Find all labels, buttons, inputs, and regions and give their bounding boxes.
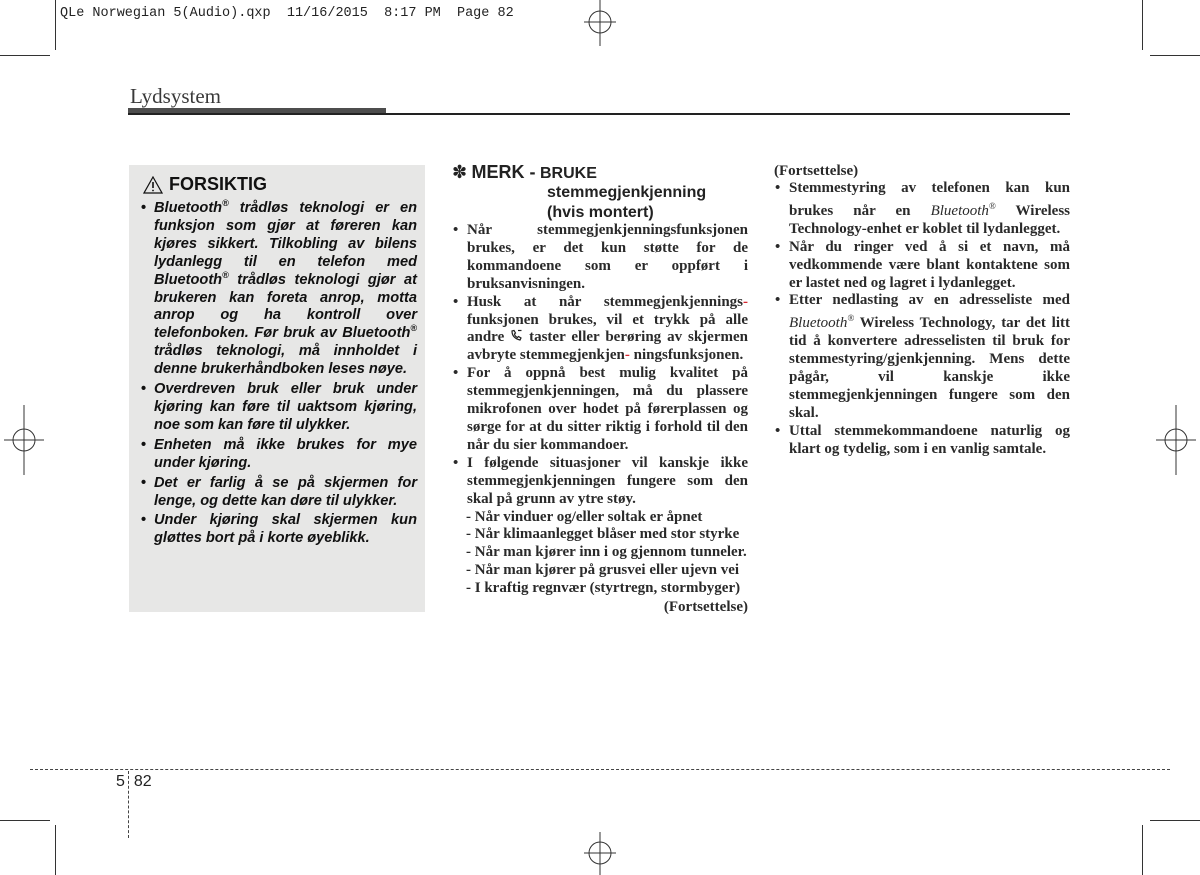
caution-item: • Enheten må ikke brukes for mye under kjøring. bbox=[139, 437, 417, 473]
continued-item: • Stemmestyring av telefonen kan kun brukes når en Bluetooth® Wireless Technology-enhet er koblet til lydanlegget. bbox=[774, 180, 1070, 239]
condition-item: - Når man kjører på grusvei eller ujevn vei bbox=[466, 562, 740, 579]
continued-item: • Etter nedlasting av en adresseliste med Bluetooth® Wireless Technology, tar det litt tid å konvertere adresselisten til bruk for stemmestyring/gjenkjenning. Mens dette pågår, vil kanskje ikke stemmegjenkjenningen fungere som den skal. bbox=[774, 292, 1070, 422]
note-column bbox=[452, 222, 748, 616]
caution-box bbox=[129, 165, 425, 612]
condition-item: - Når vinduer og/eller soltak er åpnet bbox=[466, 508, 703, 525]
page-number bbox=[116, 773, 152, 791]
continued-header: (Fortsettelse) bbox=[774, 163, 859, 179]
continued-list bbox=[774, 180, 1070, 459]
note-heading bbox=[452, 162, 752, 223]
note-item: • I følgende situasjoner vil kanskje ikke stemmegjenkjenningen fungere som den skal på grunn av ytre støy. - Når vinduer og/eller soltak er åpnet - Når klimaanlegget blåser med stor styrke - Når man kjører inn i og gjennom tunneler. - Når man kjører på grusvei eller ujevn vei - I kraftig regnvær (styrtregn, stormbyger) bbox=[452, 455, 748, 598]
section-title: Lydsystem bbox=[130, 84, 222, 108]
condition-list bbox=[452, 509, 748, 599]
caution-title: FORSIKTIG bbox=[169, 174, 267, 194]
chapter-number: 5 bbox=[116, 773, 125, 790]
caution-item: • Under kjøring skal skjermen kun gløttes bort på i korte øyeblikk. bbox=[139, 512, 417, 548]
note-star-icon: ✽ bbox=[452, 162, 468, 182]
caution-item: • Det er farlig å se på skjermen for lenge, og dette kan døre til ulykker. bbox=[139, 475, 417, 511]
note-label: MERK - bbox=[471, 162, 536, 182]
slug-file: QLe Norwegian 5(Audio).qxp bbox=[60, 6, 271, 21]
note-list bbox=[452, 222, 748, 598]
continued-column bbox=[774, 162, 1070, 459]
phone-key-icon bbox=[510, 329, 523, 342]
registration-mark-bottom-icon bbox=[580, 832, 620, 875]
slug-page: Page 82 bbox=[456, 6, 514, 21]
condition-item: - I kraftig regnvær (styrtregn, stormbyger) bbox=[466, 580, 741, 597]
print-slug bbox=[60, 6, 514, 21]
footer-rule bbox=[30, 769, 1170, 770]
continued-item: • Uttal stemmekommandoene naturlig og klart og tydelig, som i en vanlig samtale. bbox=[774, 423, 1070, 459]
caution-list bbox=[139, 200, 417, 550]
registration-mark-right-icon bbox=[1154, 405, 1200, 475]
header-rule-thin bbox=[128, 113, 1070, 115]
page-number-value: 82 bbox=[133, 773, 152, 790]
registration-mark-left-icon bbox=[0, 405, 46, 475]
condition-item: - Når klimaanlegget blåser med stor styrke bbox=[466, 526, 740, 543]
condition-item: - Når man kjører inn i og gjennom tunneler. bbox=[466, 544, 747, 561]
note-item: • Når stemmegjenkjenningsfunksjonen brukes, er det kun støtte for de kommandoene som er oppført i bruksanvisningen. bbox=[452, 222, 748, 294]
note-title-line3: (hvis montert) bbox=[547, 204, 654, 221]
note-title-line1: BRUKE bbox=[540, 165, 597, 182]
continued-item: • Når du ringer ved å si et navn, må vedkommende være blant kontaktene som er lastet ned og lagret i lydanlegget. bbox=[774, 239, 1070, 293]
warning-triangle-icon bbox=[143, 176, 163, 194]
note-item: • Husk at når stemmegjenkjennings- funksjonen brukes, vil et trykk på alle andre taster eller berøring av skjermen avbryte stemmegjenkjen- ningsfunksjonen. bbox=[452, 294, 748, 366]
slug-time: 8:17 PM bbox=[384, 6, 441, 21]
note-title-line2: stemmegjenkjenning bbox=[547, 184, 707, 201]
slug-date: 11/16/2015 bbox=[286, 6, 368, 21]
registration-mark-top-icon bbox=[580, 0, 620, 48]
caution-header bbox=[143, 174, 267, 195]
note-item: • For å oppnå best mulig kvalitet på stemmegjenkjenningen, må du plassere mikrofonen over hodet på førerplassen og sørge for at du sitter riktig i forhold til den når du sier kommandoer. bbox=[452, 365, 748, 455]
continued-label: (Fortsettelse) bbox=[663, 599, 748, 616]
caution-item: • Overdreven bruk eller bruk under kjøring kan føre til uaktsom kjøring, noe som kan føre til ulykker. bbox=[139, 381, 417, 435]
caution-item: • Bluetooth® trådløs teknologi er en funksjon som gjør at føreren kan kjøres sikkert. Tilkobling av bilens lydanlegg til en telefon med Bluetooth® trådløs teknologi gjør at brukeren kan foreta anrop, motta anrop og ha kontroll over telefonboken. Før bruk av Bluetooth® trådløs teknologi, må innholdet i denne brukerhåndboken leses nøye. bbox=[139, 200, 417, 379]
